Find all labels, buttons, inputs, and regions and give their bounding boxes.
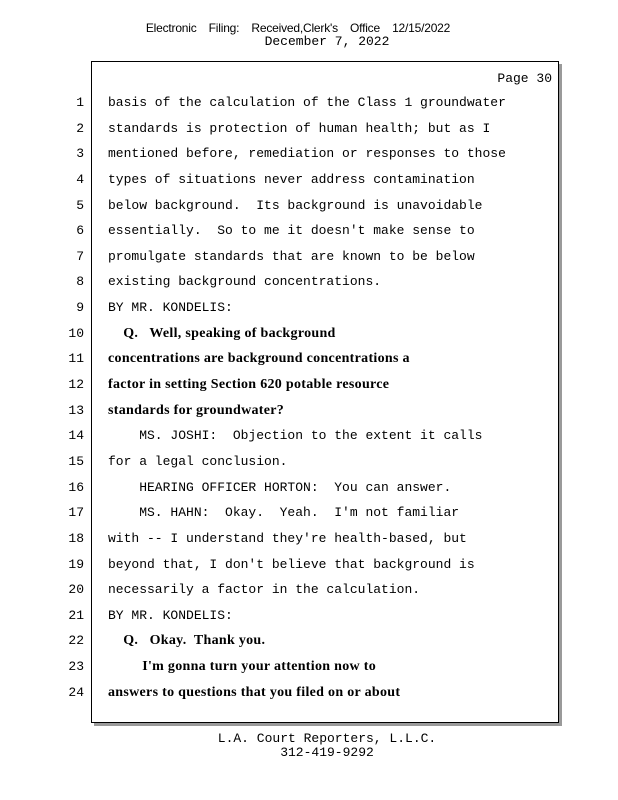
line-number: 19: [68, 556, 84, 572]
transcript-line: MS. JOSHI: Objection to the extent it calls: [108, 428, 483, 444]
transcript-date: December 7, 2022: [264, 34, 390, 49]
line-number: 10: [68, 325, 84, 341]
transcript-line: I'm gonna turn your attention now to: [108, 659, 376, 675]
filing-stamp: Electronic Filing: Received,Clerk's Office 12/15/2022: [145, 21, 451, 35]
transcript-line: essentially. So to me it doesn't make sense to: [108, 223, 475, 239]
reporter-company: L.A. Court Reporters, L.L.C.: [217, 731, 437, 746]
line-number: 8: [76, 274, 84, 290]
transcript-line: types of situations never address contamination: [108, 171, 475, 187]
transcript-line: standards is protection of human health; but as I: [108, 120, 491, 136]
reporter-phone: 312-419-9292: [280, 745, 374, 760]
transcript-line: promulgate standards that are known to be below: [108, 248, 475, 264]
page-footer: [0, 732, 618, 760]
line-number: 16: [68, 479, 84, 495]
transcript-line: answers to questions that you filed on or about: [108, 684, 401, 700]
line-number: 3: [76, 146, 84, 162]
transcript-line: BY MR. KONDELIS:: [108, 607, 233, 623]
line-number: 22: [68, 633, 84, 649]
transcript-line: Q. Okay. Thank you.: [108, 633, 266, 649]
line-number: 9: [76, 300, 84, 316]
transcript-line: HEARING OFFICER HORTON: You can answer.: [108, 479, 452, 495]
transcript-line: with -- I understand they're health-based, but: [108, 530, 467, 546]
transcript-line: factor in setting Section 620 potable resource: [108, 377, 390, 393]
line-number: 20: [68, 582, 84, 598]
line-number: 17: [68, 505, 84, 521]
transcript-line: MS. HAHN: Okay. Yeah. I'm not familiar: [108, 505, 460, 521]
line-number: 15: [68, 453, 84, 469]
transcript-line: mentioned before, remediation or responses to those: [108, 146, 506, 162]
line-number: 13: [68, 402, 84, 418]
line-number: 6: [76, 223, 84, 239]
transcript-line: beyond that, I don't believe that background is: [108, 556, 475, 572]
transcript-line: standards for groundwater?: [108, 402, 285, 418]
line-number: 4: [76, 171, 84, 187]
line-number: 5: [76, 197, 84, 213]
line-number: 1: [76, 95, 84, 110]
line-number: 23: [68, 659, 84, 675]
line-number: 2: [76, 120, 84, 136]
line-number: 18: [68, 530, 84, 546]
line-number: 24: [68, 684, 84, 700]
line-number: 7: [76, 248, 84, 264]
transcript-line: Q. Well, speaking of background: [108, 325, 336, 341]
line-number: 11: [68, 351, 84, 367]
page-number: Page 30: [497, 71, 552, 86]
line-number-column: [0, 94, 85, 709]
line-number: 12: [68, 377, 84, 393]
line-number: 21: [68, 607, 84, 623]
transcript-line: necessarily a factor in the calculation.: [108, 582, 421, 598]
transcript-line: concentrations are background concentrations a: [108, 351, 410, 367]
transcript-line: for a legal conclusion.: [108, 453, 288, 469]
transcript-text-column: [108, 94, 558, 709]
transcript-line: BY MR. KONDELIS:: [108, 300, 233, 316]
transcript-line: basis of the calculation of the Class 1 groundwater: [108, 95, 506, 110]
transcript-line: existing background concentrations.: [108, 274, 382, 290]
transcript-line: below background. Its background is unavoidable: [108, 197, 483, 213]
line-number: 14: [68, 428, 84, 444]
